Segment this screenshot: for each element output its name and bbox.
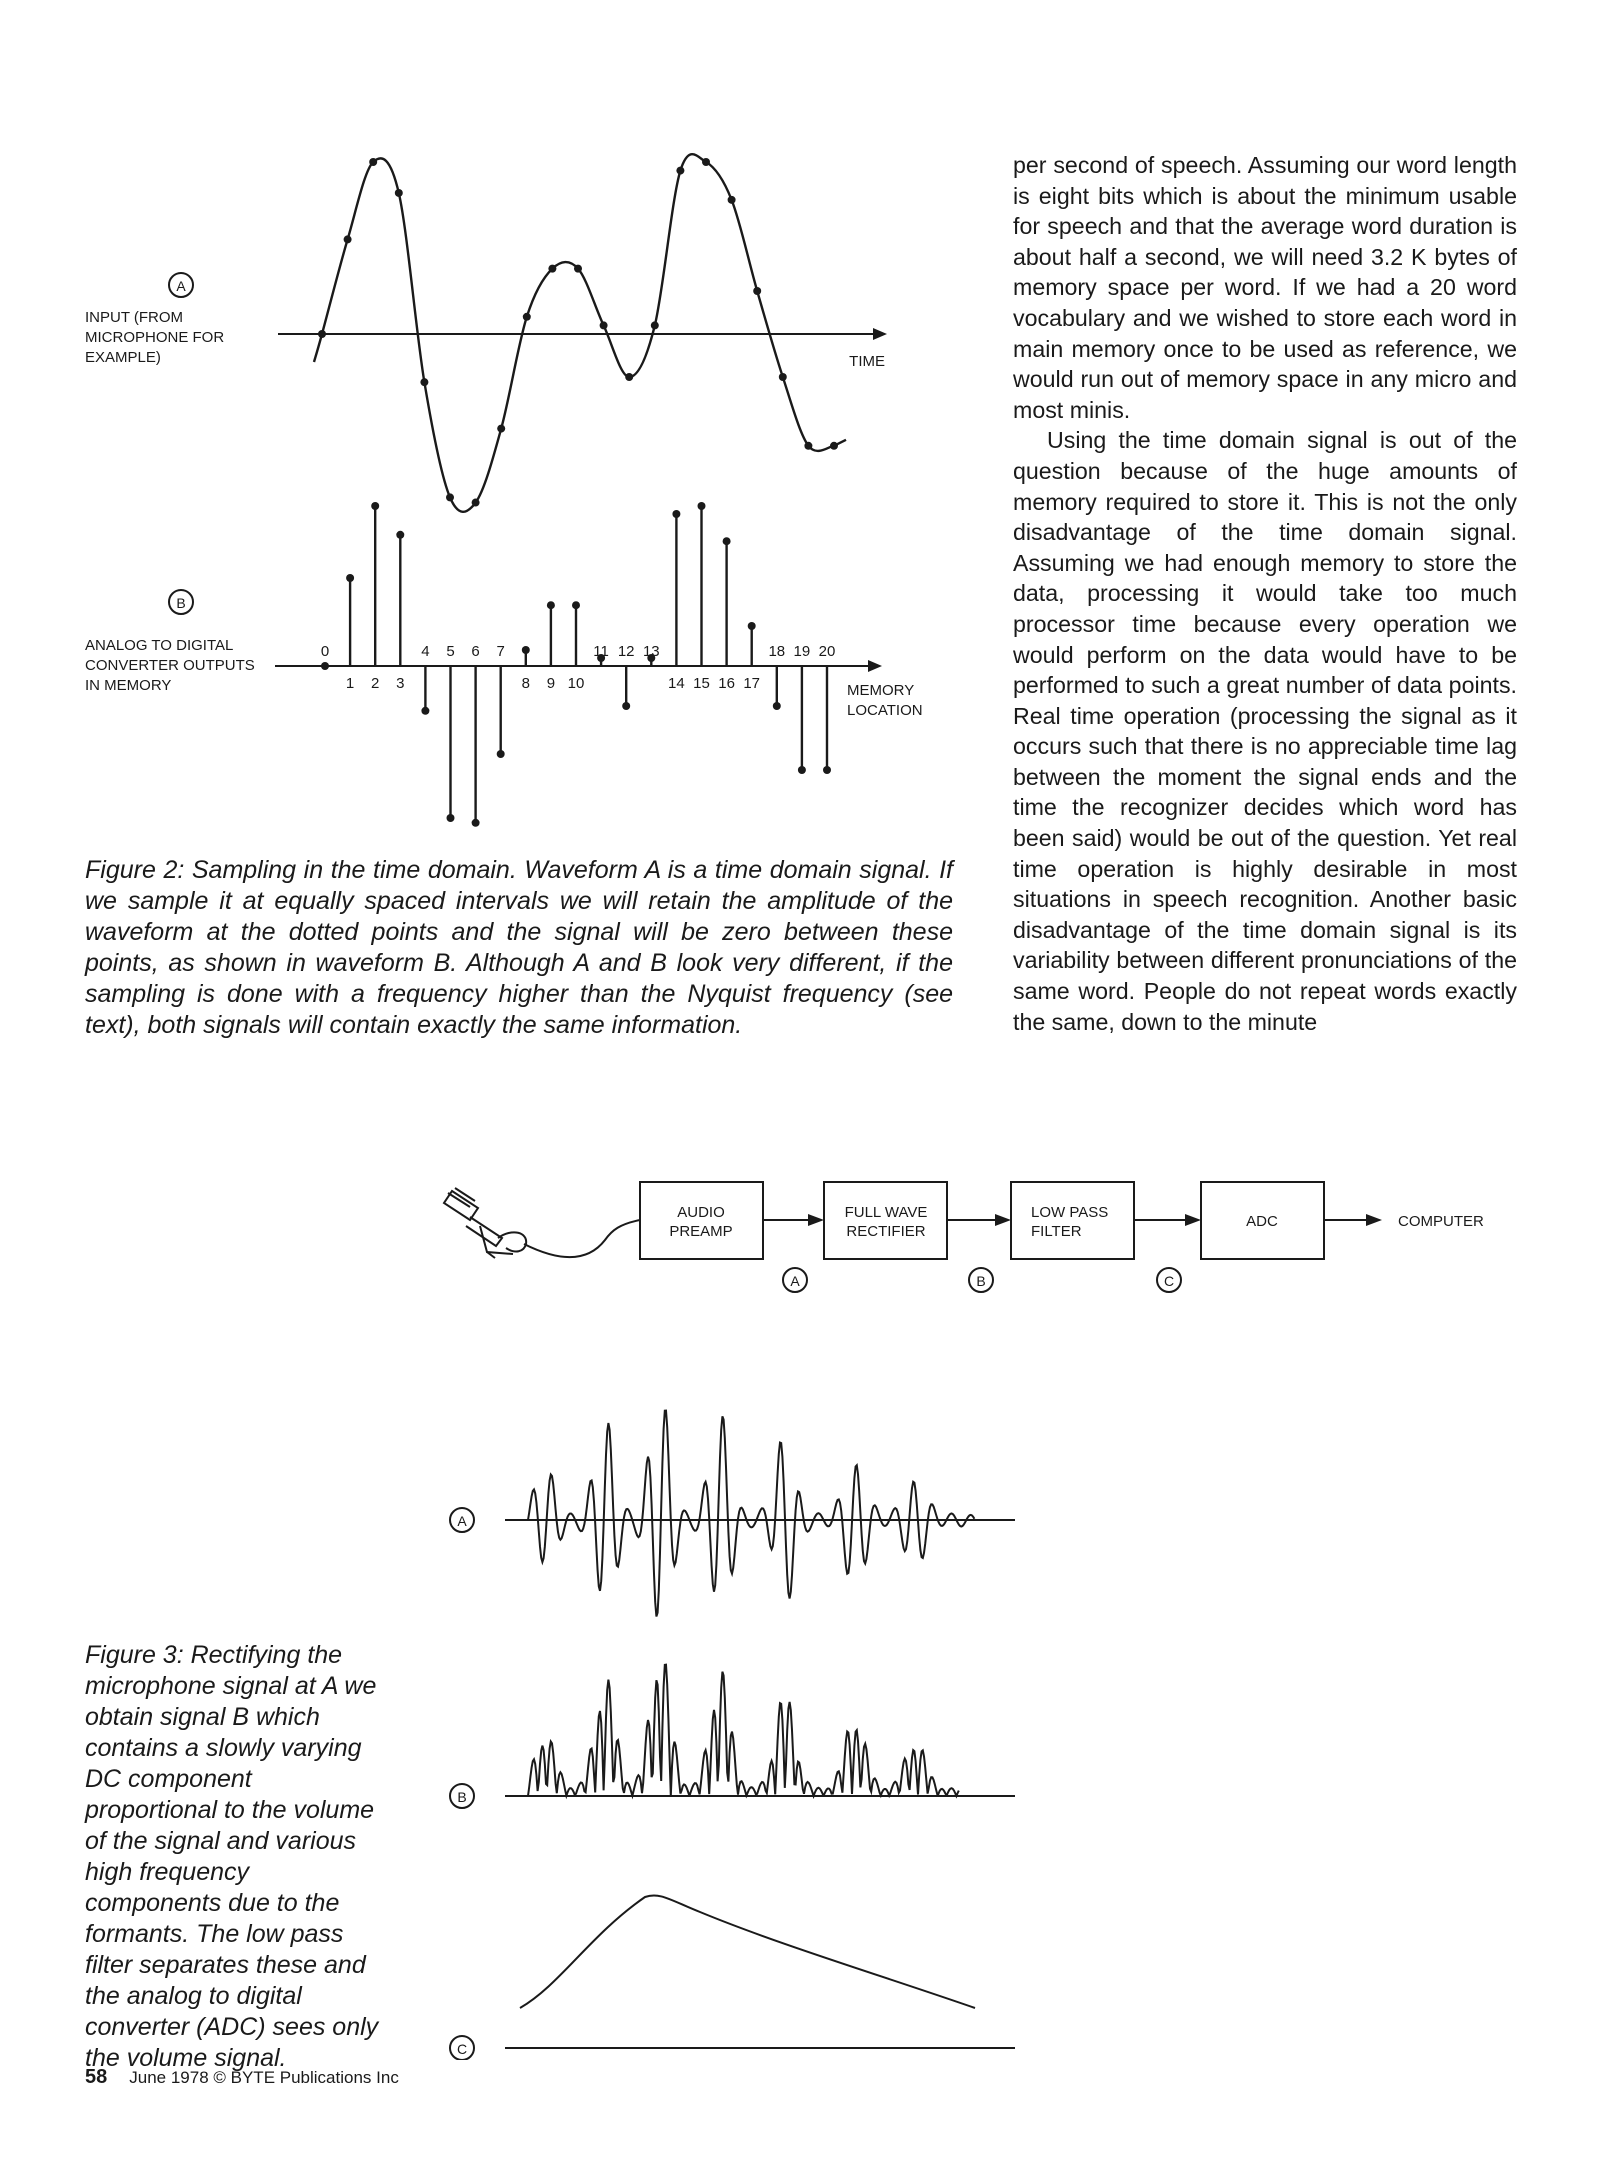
- body-text-column: [1013, 150, 1517, 1037]
- footer-credit: June 1978 © BYTE Publications Inc: [129, 2068, 399, 2087]
- waveform-b-stem-0: [321, 643, 329, 670]
- memory-location-label-7: 7: [496, 643, 505, 660]
- fig3-marker-c: [450, 2036, 474, 2060]
- input-label-line-1: INPUT (FROM: [85, 309, 184, 326]
- page-number: 58: [85, 2066, 108, 2088]
- waveform-b-stem-17: [743, 622, 760, 692]
- waveform-b-stem-13: [643, 643, 660, 666]
- waveform-b-stem-18: [768, 643, 785, 710]
- waveform-b-stem-20: [819, 643, 836, 774]
- svg-text:A: A: [176, 278, 186, 294]
- svg-text:AUDIO: AUDIO: [677, 1204, 725, 1221]
- waveform-a-sample-14: [676, 167, 684, 175]
- waveform-b-stem-9: [547, 601, 555, 692]
- waveform-a-sample-2: [369, 158, 377, 166]
- waveform-a-sample-1: [344, 235, 352, 243]
- fig3-signal-c-envelope: [520, 1895, 975, 2008]
- waveform-b-stem-5: [446, 643, 454, 822]
- adc-label-line-2: CONVERTER OUTPUTS: [85, 657, 255, 674]
- adc-label-line-3: IN MEMORY: [85, 677, 172, 694]
- svg-text:B: B: [176, 595, 186, 611]
- memory-location-label-2: 2: [371, 675, 380, 692]
- waveform-a-sample-10: [574, 265, 582, 273]
- memory-axis-arrowhead: [868, 660, 882, 672]
- waveform-a-sample-19: [804, 442, 812, 450]
- memory-location-label-5: 5: [446, 643, 455, 660]
- point-marker-b: [969, 1268, 993, 1292]
- microphone-icon: [444, 1188, 640, 1258]
- memory-label-line-2: LOCATION: [847, 702, 923, 719]
- waveform-b-stem-10: [568, 601, 585, 692]
- waveform-a-sample-11: [600, 321, 608, 329]
- waveform-a-sample-dots: [318, 158, 838, 507]
- waveform-b-stem-3: [396, 531, 404, 692]
- memory-location-label-9: 9: [546, 675, 556, 692]
- memory-location-label-12: 12: [617, 643, 635, 660]
- figure-3-caption: Figure 3: Rectifying the microphone signal at A we obtain signal B which contains a slowly varying DC component proportional to the volume of the signal and various high frequency components due to the formants. The low pass filter separates these and the analog to digital converter (ADC) sees only the volume signal.: [85, 1641, 379, 2072]
- svg-text:A: A: [457, 1513, 467, 1529]
- svg-text:C: C: [456, 2041, 468, 2057]
- waveform-a-sample-9: [548, 265, 556, 273]
- memory-location-label-1: 1: [345, 675, 355, 692]
- input-label-line-2: MICROPHONE FOR: [85, 329, 225, 346]
- memory-location-label-4: 4: [421, 643, 430, 660]
- box-full-wave-rectifier: [824, 1182, 947, 1259]
- box-adc: [1201, 1182, 1324, 1259]
- body-paragraph-2: Using the time domain signal is out of the question because of the huge amounts of memory required to store it. This is not the only disadvantage of the time domain signal. Assuming we had enough memory to store the data, processing it would take too much processor time because every operation we would perform on the data would have to be performed to such a great number of data points. Real time operation (processing the signal as it occurs such that there is no appreciable time lag between the moment the signal ends and the time the recognizer decides which word has been said) would be out of the question. Yet real time operation is highly desirable in most situations in speech recognition. Another basic disadvantage of the time domain signal is its variability between different pronunciations of the same word. People do not repeat words exactly the same, down to the minute: [1013, 427, 1517, 1035]
- memory-location-label-17: 17: [743, 675, 761, 692]
- waveform-b-stem-4: [421, 643, 429, 715]
- waveform-b-stem-14: [668, 510, 685, 692]
- waveform-b-stem-1: [346, 574, 354, 692]
- waveform-b-stem-16: [718, 537, 735, 692]
- point-marker-a: [783, 1268, 807, 1292]
- memory-location-label-16: 16: [718, 675, 735, 692]
- svg-text:B: B: [457, 1789, 467, 1805]
- waveform-a-sample-18: [779, 373, 787, 381]
- memory-location-label-19: 19: [793, 643, 811, 660]
- svg-text:B: B: [976, 1273, 986, 1289]
- fig3-marker-b: [450, 1784, 474, 1808]
- memory-location-label-13: 13: [642, 643, 660, 660]
- waveform-b-stem-15: [693, 502, 710, 692]
- block-diagram: [0, 1160, 1619, 1310]
- body-paragraph-1: per second of speech. Assuming our word length is eight bits which is about the minimum usable for speech and that the average word duration is about half a second, we will need 3.2 K bytes of memory space per word. If we had a 20 word vocabulary and we wished to store each word in main memory once to be used as reference, we would run out of memory space in any micro and most minis.: [1013, 152, 1517, 423]
- figure-2-caption: Figure 2: Sampling in the time domain. Waveform A is a time domain signal. If we sample it at equally spaced intervals we will retain the amplitude of the waveform at the dotted points and the signal will be zero between these points, as shown in waveform B. Although A and B look very different, if the sampling is done with a frequency higher than the Nyquist frequency (see text), both signals will contain exactly the same information.: [85, 856, 953, 1039]
- memory-location-label-10: 10: [567, 675, 585, 692]
- waveform-a-sample-7: [497, 425, 505, 433]
- waveform-a-sample-4: [420, 378, 428, 386]
- waveform-a-sample-0: [318, 330, 326, 338]
- marker-a: [169, 273, 193, 297]
- adc-label-line-1: ANALOG TO DIGITAL: [85, 637, 234, 654]
- box-low-pass-filter: [1011, 1182, 1134, 1259]
- page-footer: [85, 2066, 399, 2089]
- memory-location-label-11: 11: [593, 643, 609, 660]
- box-audio-preamp: [640, 1182, 763, 1259]
- time-label: TIME: [849, 353, 885, 370]
- memory-location-label-0: 0: [320, 643, 330, 660]
- svg-text:LOW PASS: LOW PASS: [1031, 1204, 1109, 1221]
- svg-text:FILTER: FILTER: [1031, 1223, 1082, 1240]
- memory-location-label-20: 20: [818, 643, 836, 660]
- memory-label-line-1: MEMORY: [847, 682, 915, 699]
- memory-location-label-18: 18: [768, 643, 786, 660]
- time-axis-arrowhead: [873, 328, 887, 340]
- svg-text:ADC: ADC: [1246, 1213, 1278, 1230]
- waveform-a-sample-5: [446, 493, 454, 501]
- waveform-a-sample-12: [625, 373, 633, 381]
- waveform-b-stem-19: [794, 643, 811, 774]
- waveform-b-stem-8: [522, 646, 530, 692]
- waveform-b-stem-11: [593, 643, 609, 666]
- waveform-b-stem-12: [618, 643, 635, 710]
- computer-label: COMPUTER: [1398, 1213, 1484, 1230]
- memory-location-label-3: 3: [396, 675, 405, 692]
- waveform-b-samples: [321, 502, 836, 827]
- waveform-a-sample-6: [472, 499, 480, 507]
- fig3-signal-a: [528, 1411, 974, 1617]
- waveform-b-stem-2: [371, 502, 379, 692]
- memory-location-label-6: 6: [471, 643, 480, 660]
- waveform-a-sample-8: [523, 313, 531, 321]
- waveform-a-sample-20: [830, 442, 838, 450]
- waveform-a-sample-13: [651, 321, 659, 329]
- figure-2: [0, 0, 1000, 840]
- waveform-a-sample-3: [395, 189, 403, 197]
- fig3-marker-a: [450, 1508, 474, 1532]
- input-label-line-3: EXAMPLE): [85, 349, 161, 366]
- waveform-b-stem-6: [471, 643, 479, 827]
- memory-location-label-8: 8: [521, 675, 530, 692]
- fig3-signal-b: [528, 1665, 959, 1796]
- svg-text:PREAMP: PREAMP: [669, 1223, 733, 1240]
- memory-location-label-15: 15: [693, 675, 710, 692]
- svg-text:FULL WAVE: FULL WAVE: [844, 1204, 928, 1221]
- svg-text:A: A: [790, 1273, 800, 1289]
- memory-location-label-14: 14: [668, 675, 685, 692]
- marker-b: [169, 590, 193, 614]
- svg-text:C: C: [1163, 1273, 1175, 1289]
- waveform-b-stem-7: [497, 643, 505, 758]
- waveform-a-sample-16: [728, 196, 736, 204]
- svg-text:RECTIFIER: RECTIFIER: [846, 1223, 926, 1240]
- point-marker-c: [1157, 1268, 1181, 1292]
- waveform-a-sample-17: [753, 287, 761, 295]
- waveform-a-sample-15: [702, 158, 710, 166]
